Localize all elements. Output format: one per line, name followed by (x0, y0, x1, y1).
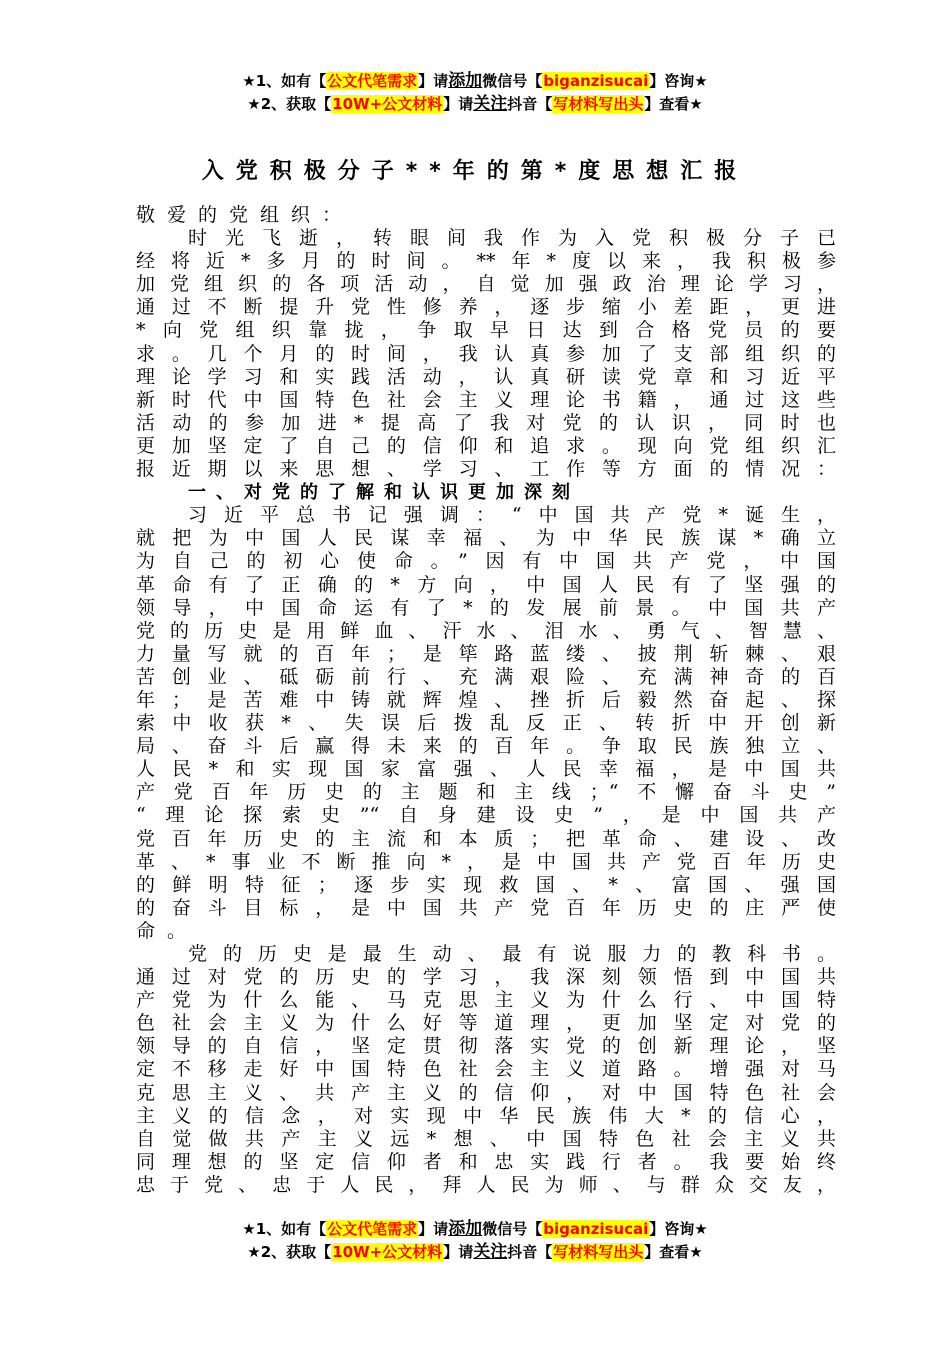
banner-text: ★1、如有【 (242, 72, 327, 90)
highlight-service: 公文代笔需求 (327, 72, 418, 90)
body-line: 党的历史是最生动、最有说服力的教科书。 (188, 943, 836, 965)
body-line: 就把为中国人民谋幸福、为中华民族谋*确立 (136, 527, 836, 550)
body-line: 领导的自信，坚定贯彻落实党的创新理论，坚 (136, 1035, 836, 1058)
body-line: 定不移走好中国特色社会主义道路。增强对马 (136, 1058, 836, 1081)
body-line: 为自己的初心使命。”因有中国共产党，中国 (136, 550, 836, 573)
highlight-materials: 10W+公文材料 (332, 1243, 443, 1261)
body-line: “理论探索史”“自身建设史”，是中国共产 (136, 804, 836, 827)
body-line: 主义的信念，对实现中华民族伟大*的信心， (136, 1104, 836, 1127)
body-line: 活动的参加进*提高了我对党的认识，同时也 (136, 411, 836, 434)
banner-text: 】查看★ (644, 95, 703, 113)
banner-line-2 (0, 1241, 950, 1264)
body-line: 求。几个月的时间，我认真参加了支部组织的 (136, 342, 836, 365)
body-line: 更加坚定了自己的信仰和追求。现向党组织汇 (136, 434, 836, 457)
body-line: 人民*和实现国家富强、人民幸福，是中国共 (136, 758, 836, 781)
highlight-materials: 10W+公文材料 (332, 95, 443, 113)
body-line: 年；是苦难中铸就辉煌、挫折后毅然奋起、探 (136, 688, 836, 711)
body-line: 新时代中国特色社会主义理论书籍，通过这些 (136, 388, 836, 411)
body-line: 领导，中国命运有了*的发展前景。中国共产 (136, 596, 836, 619)
banner-text: 】请 (418, 72, 449, 90)
body-line: 克思主义、共产主义的信仰，对中国特色社会 (136, 1081, 836, 1104)
body-line: 产党为什么能、马克思主义为什么行、中国特 (136, 989, 836, 1012)
banner-text: 】请 (418, 1220, 449, 1238)
body-line: *向党组织靠拢，争取早日达到合格党员的要 (136, 319, 836, 342)
body-line: 通过不断提升党性修养，逐步缩小差距，更进 (136, 296, 836, 319)
banner-text: 】请 (443, 1243, 474, 1261)
banner-text: ★2、获取【 (247, 1243, 332, 1261)
body-line: 党百年历史的主流和本质；把革命、建设、改 (136, 827, 836, 850)
banner-line-2 (0, 93, 950, 116)
body-line: 苦创业、砥砺前行、充满艰险、充满神奇的百 (136, 665, 836, 688)
salutation: 敬爱的党组织： (136, 204, 354, 226)
body-line: 革命有了正确的*方向，中国人民有了坚强的 (136, 573, 836, 596)
banner-text: 】咨询★ (649, 72, 708, 90)
banner-text: 】咨询★ (649, 1220, 708, 1238)
banner-line-1 (0, 1218, 950, 1241)
banner-text: 微信号【 (482, 1220, 543, 1238)
body-line: 产党百年历史的主题和主线；“不懈奋斗史” (136, 781, 836, 804)
banner-text: ★2、获取【 (247, 95, 332, 113)
body-line: 命。 (136, 919, 199, 942)
banner-text: 】请 (443, 95, 474, 113)
highlight-douyin: 写材料写出头 (553, 1243, 644, 1261)
body-line: 的鲜明特征；逐步实现救国、*、富国、强国 (136, 873, 836, 896)
highlight-douyin: 写材料写出头 (553, 95, 644, 113)
banner-text: 】查看★ (644, 1243, 703, 1261)
banner-underlined: 添加 (448, 71, 483, 91)
body-line: 忠于党、忠于人民，拜人民为师、与群众交友， (136, 1173, 836, 1196)
banner-underlined: 关注 (473, 94, 508, 114)
body-line: 局、奋斗后赢得未来的百年。争取民族独立、 (136, 735, 836, 758)
highlight-wechat-id: biganzisucai (543, 1220, 649, 1238)
banner-line-1 (0, 70, 950, 93)
body-line: 理论学习和实践活动，认真研读党章和习近平 (136, 365, 836, 388)
body-line: 同理想的坚定信仰者和忠实践行者。我要始终 (136, 1150, 836, 1173)
banner-text: 抖音【 (507, 1243, 553, 1261)
document-title: 入党积极分子**年的第*度思想汇报 (201, 159, 749, 184)
body-line: 索中收获*、失误后拨乱反正、转折中开创新 (136, 712, 836, 735)
top-banner (0, 70, 950, 116)
body-line: 加党组织的各项活动，自觉加强政治理论学习， (136, 273, 836, 296)
body-line: 力量写就的百年；是筚路蓝缕、披荆斩棘、艰 (136, 642, 836, 665)
body-line: 的奋斗目标，是中国共产党百年历史的庄严使 (136, 896, 836, 919)
body-line: 革、*事业不断推向*，是中国共产党百年历史 (136, 850, 836, 873)
body-line: 报近期以来思想、学习、工作等方面的情况： (136, 458, 836, 481)
document-body (136, 204, 836, 1197)
body-line: 通过对党的历史的学习，我深刻领悟到中国共 (136, 966, 836, 989)
banner-underlined: 添加 (448, 1219, 483, 1239)
body-line: 时光飞逝，转眼间我作为入党积极分子已 (188, 227, 836, 250)
body-line: 党的历史是用鲜血、汗水、泪水、勇气、智慧、 (136, 619, 836, 642)
bottom-banner (0, 1218, 950, 1264)
banner-text: 微信号【 (482, 72, 543, 90)
body-line: 色社会主义为什么好等道理，更加坚定对党的 (136, 1012, 836, 1035)
banner-underlined: 关注 (473, 1242, 508, 1262)
body-line: 自觉做共产主义远*想、中国特色社会主义共 (136, 1127, 836, 1150)
highlight-wechat-id: biganzisucai (543, 72, 649, 90)
section-heading: 一、对党的了解和认识更加深刻 (188, 482, 580, 504)
body-line: 经将近*多月的时间。**年*度以来，我积极参 (136, 250, 836, 273)
body-line: 习近平总书记强调：“中国共产党*诞生， (188, 504, 836, 527)
banner-text: 抖音【 (507, 95, 553, 113)
banner-text: ★1、如有【 (242, 1220, 327, 1238)
highlight-service: 公文代笔需求 (327, 1220, 418, 1238)
